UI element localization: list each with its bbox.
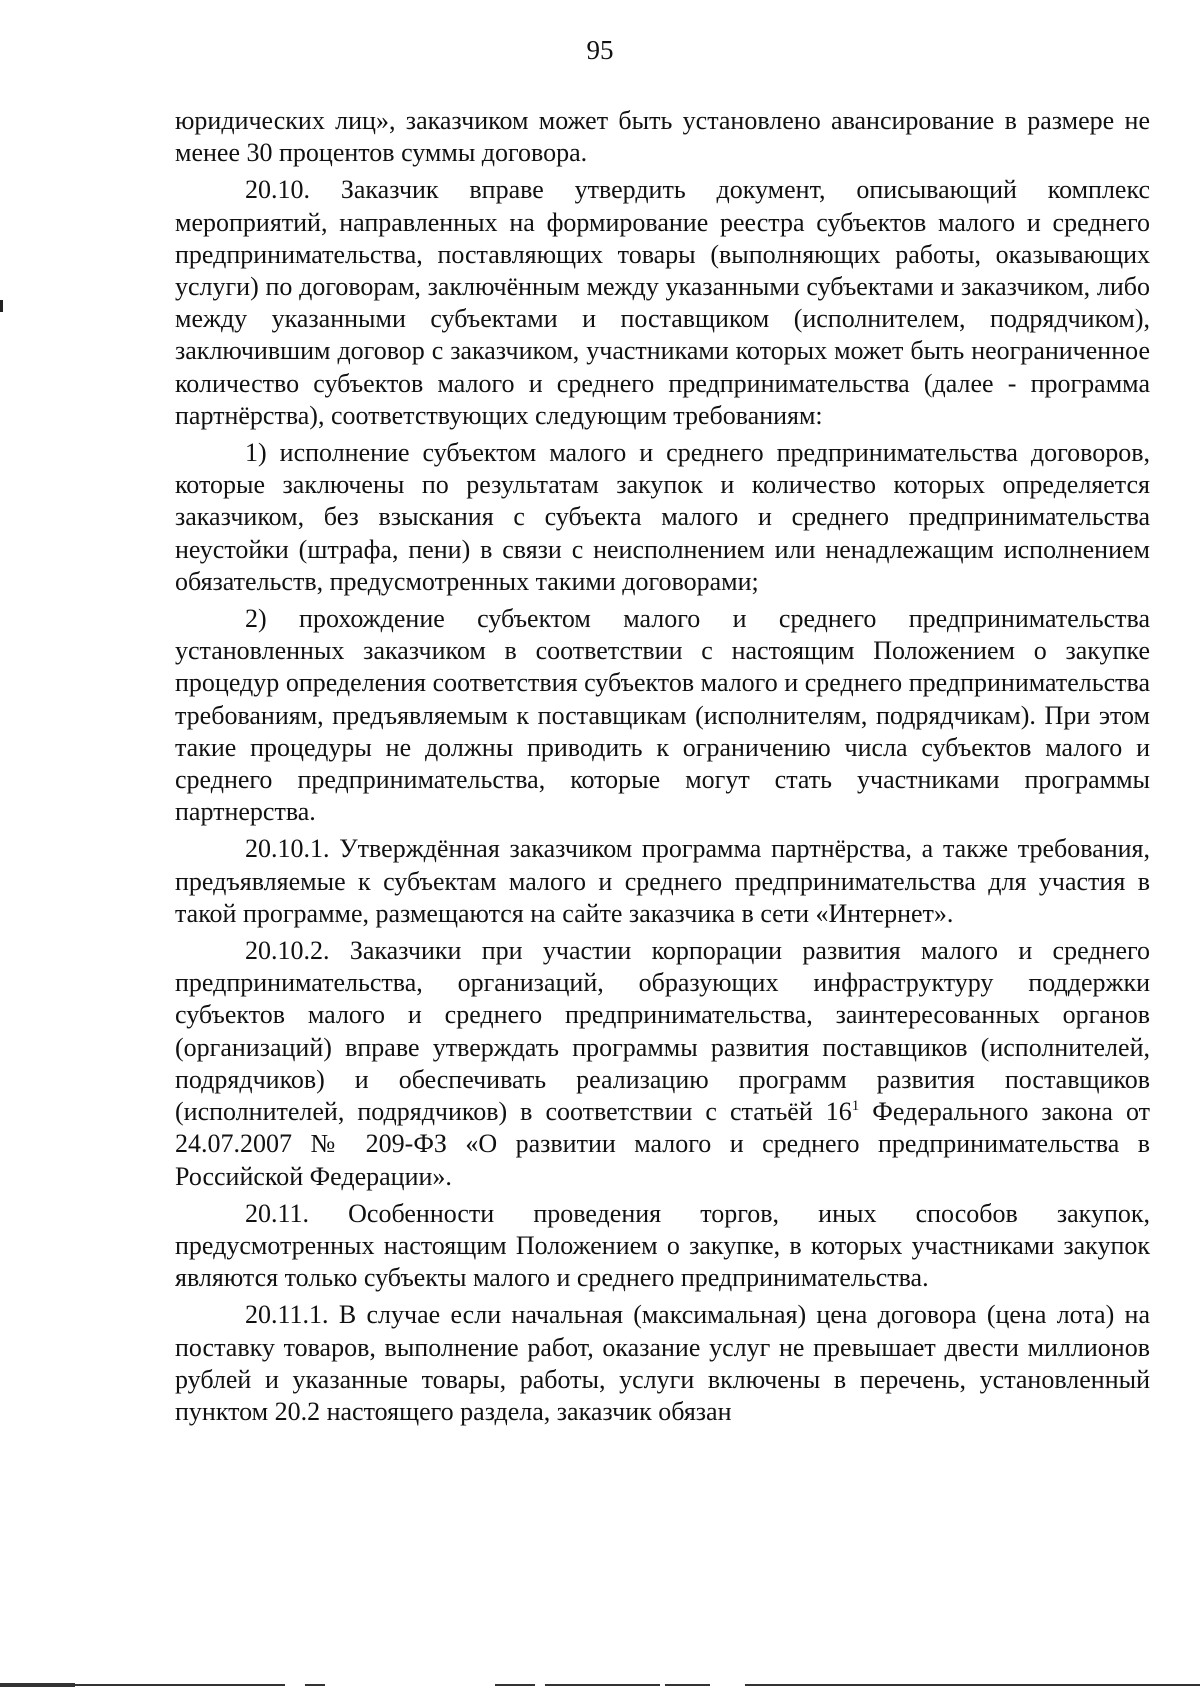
scan-artifact-left-edge	[0, 300, 3, 312]
paragraph-20-11: 20.11. Особенности проведения торгов, иных способов закупок, предусмотренных настоящим Положением о закупке, в которых участниками закупок являются только субъекты малого и среднего предпринимательства.	[175, 1198, 1150, 1293]
paragraph-20-10-1: 20.10.1. Утверждённая заказчиком программа партнёрства, а также требования, предъявляемые к субъектам малого и среднего предпринимательства для участия в такой программе, размещаются на сайте заказчика в сети «Интернет».	[175, 834, 1150, 928]
scan-artifact-segment	[665, 1684, 710, 1686]
paragraph-20-10-2-text-end: Федерального закона от 24.07.2007 № 209-ФЗ «О развитии малого и среднего предпринимательства в Российской Федерации».	[175, 1097, 1150, 1191]
scan-artifact-segment	[495, 1684, 535, 1686]
scan-artifact-segment	[305, 1684, 325, 1686]
article-superscript: 1	[851, 1098, 860, 1115]
paragraph-20-10-2-text-start: 20.10.2. Заказчики при участии корпорации развития малого и среднего предпринимательства, организаций, образующих инфраструктуру поддержки субъектов малого и среднего предпринимательства, заинтересованных органов (организаций) вправе утверждать программы развития поставщиков (исполнителей, подрядчиков) и обеспечивать реализацию программ развития поставщиков (исполнителей, подрядчиков) в соответствии с статьёй 16	[175, 936, 1150, 1127]
scan-artifact-bottom-edge	[0, 1684, 1200, 1688]
scan-artifact-segment	[545, 1684, 660, 1686]
paragraph-20-11-1: 20.11.1. В случае если начальная (максимальная) цена договора (цена лота) на поставку товаров, выполнение работ, оказание услуг не превышает двести миллионов рублей и указанные товары, работы, услуги включены в перечень, установленный пунктом 20.2 настоящего раздела, заказчик обязан	[175, 1300, 1150, 1426]
list-item-requirement-1: 1) исполнение субъектом малого и среднего предпринимательства договоров, которые заключены по результатам закупок и количество которых определяется заказчиком, без взыскания с субъекта малого и среднего предпринимательства неустойки (штрафа, пени) в связи с неисполнением или ненадлежащим исполнением обязательств, предусмотренных такими договорами;	[175, 438, 1150, 596]
scan-artifact-segment	[0, 1683, 75, 1687]
paragraph-20-10-2	[175, 935, 1150, 1193]
paragraph-continuation: юридических лиц», заказчиком может быть установлено авансирование в размере не менее 30 процентов суммы договора.	[175, 106, 1150, 168]
list-item-requirement-2: 2) прохождение субъектом малого и среднего предпринимательства установленных заказчиком в соответствии с настоящим Положением о закупке процедур определения соответствия субъектов малого и среднего предпринимательства требованиям, предъявляемым к поставщикам (исполнителям, подрядчикам). При этом такие процедуры не должны приводить к ограничению числа субъектов малого и среднего предпринимательства, которые могут стать участниками программы партнерства.	[175, 604, 1150, 827]
scan-artifact-segment	[745, 1684, 1200, 1686]
paragraph-20-10: 20.10. Заказчик вправе утвердить документ, описывающий комплекс мероприятий, направленных на формирование реестра субъектов малого и среднего предпринимательства, поставляющих товары (выполняющих работы, оказывающих услуги) по договорам, заключённым между указанными субъектами и заказчиком, либо между указанными субъектами и поставщиком (исполнителем, подрядчиком), заключившим договор с заказчиком, участниками которых может быть неограниченное количество субъектов малого и среднего предпринимательства (далее - программа партнёрства), соответствующих следующим требованиям:	[175, 175, 1150, 430]
page-number: 95	[586, 35, 614, 65]
document-body	[175, 105, 1150, 1428]
scan-artifact-segment	[75, 1684, 285, 1686]
